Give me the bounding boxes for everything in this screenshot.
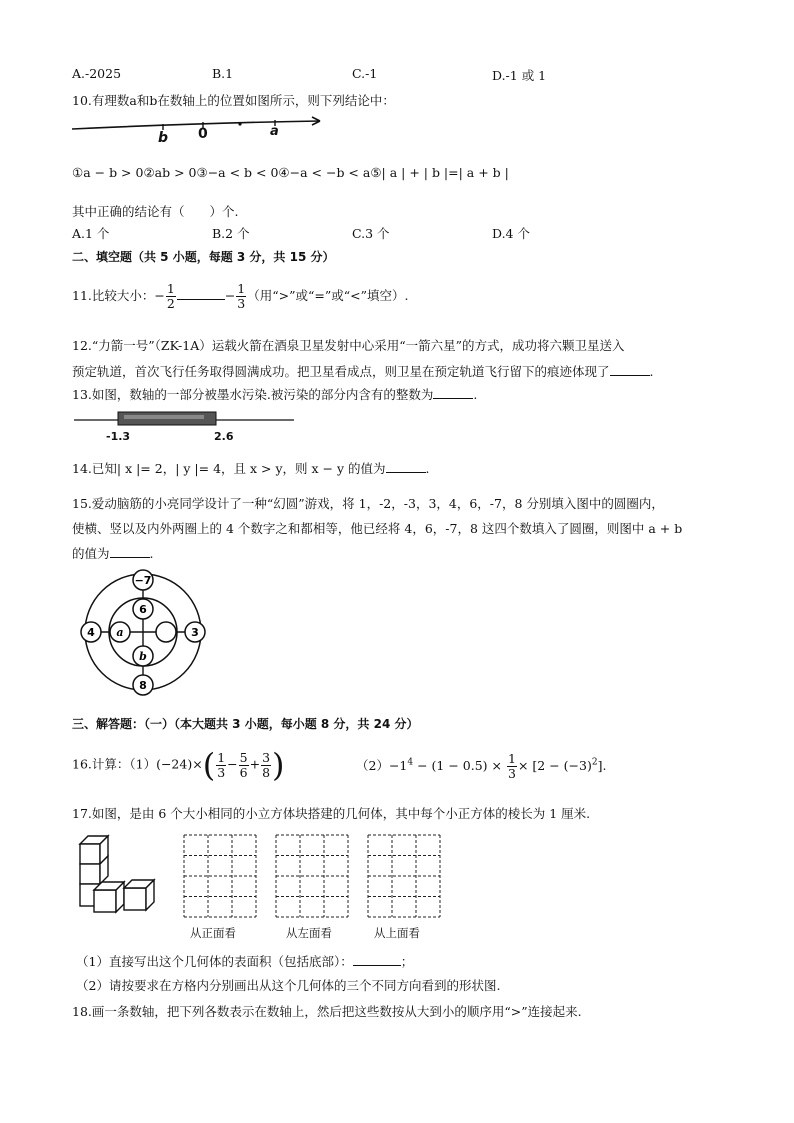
q16-part2: $(2)-1^4 - (1 - 0.5)$ × $\frac{1}{3}$ × $[2 - (-3)^2]$. bbox=[356, 751, 607, 781]
q15-line2: 使横、竖以及内外两圈上的 4 个数字之和都相等，他已经将 4，6，-7，8 这四个数填入了圆圈，则图中 a + b bbox=[72, 521, 683, 536]
q15-circle-right-outer: 3 bbox=[191, 626, 199, 639]
q9-option-a: A.-2025 bbox=[72, 66, 122, 81]
q10-option-a: A.1 个 bbox=[72, 226, 110, 241]
q17-cube-figure bbox=[74, 832, 164, 922]
q11-frac2: $\frac{1}{3}$ bbox=[237, 281, 246, 311]
q9-option-c: C.-1 bbox=[352, 66, 378, 81]
q13-left-label: -1.3 bbox=[106, 430, 131, 443]
q10-option-d: D.4 个 bbox=[492, 226, 530, 241]
q17-answer-blank[interactable] bbox=[353, 965, 401, 966]
q17-caption-top: 从上面看 bbox=[374, 926, 420, 940]
q12-answer-blank[interactable] bbox=[610, 375, 650, 376]
q12-line2: 预定轨道，首次飞行任务取得圆满成功。把卫星看成点，则卫星在预定轨道飞行留下的痕迹体现了 . bbox=[72, 364, 654, 379]
q17-sub1: （1）直接写出这个几何体的表面积（包括底部）： ； bbox=[76, 954, 414, 969]
q16-part1: 16.计算：（1）(−24)×( $\frac{1}{3}$ − $\frac{5}{6}$ + $\frac{3}{8}$ ) bbox=[72, 746, 285, 784]
q14-answer-blank[interactable] bbox=[386, 472, 426, 473]
q15-circle-left-inner: a bbox=[116, 626, 124, 639]
q17-caption-left: 从左面看 bbox=[286, 926, 332, 940]
q15-line3: 的值为 . bbox=[72, 546, 154, 561]
q17-grid-front[interactable] bbox=[183, 834, 257, 918]
q17-grid-left[interactable] bbox=[275, 834, 349, 918]
q15-circle-lower: b bbox=[139, 650, 147, 663]
q10-ask: 其中正确的结论有（ ）个. bbox=[72, 204, 239, 219]
q15-answer-blank[interactable] bbox=[110, 557, 150, 558]
q10-axis-label-b: b bbox=[158, 130, 169, 146]
q10-option-c: C.3 个 bbox=[352, 226, 390, 241]
q9-option-d: D.-1 或 1 bbox=[492, 68, 547, 83]
q16-frac-a: $\frac{1}{3}$ bbox=[217, 749, 226, 780]
q15-line1: 15.爱动脑筋的小亮同学设计了一种“幻圆”游戏，将 1，-2，-3，3，4，6，-7，8 分别填入图中的圆圈内， bbox=[72, 496, 664, 511]
q15-circle-upper: 6 bbox=[139, 603, 147, 616]
q11-prefix: 11.比较大小：− bbox=[72, 287, 165, 303]
q16-frac-c: $\frac{3}{8}$ bbox=[262, 749, 271, 780]
section3-title: 三、解答题：（一）（本大题共 3 小题，每小题 8 分，共 24 分） bbox=[72, 717, 419, 731]
q16-frac-b: $\frac{5}{6}$ bbox=[239, 749, 248, 780]
q18-stem: 18.画一条数轴，把下列各数表示在数轴上，然后把这些数按从大到小的顺序用“>”连接起来. bbox=[72, 1004, 582, 1019]
q13-stem: 13.如图，数轴的一部分被墨水污染.被污染的部分内含有的整数为 . bbox=[72, 387, 478, 402]
q11-answer-blank[interactable] bbox=[177, 299, 225, 300]
q11-suffix: （用“>”或“=”或“<”填空）. bbox=[247, 287, 409, 303]
q11-minus: − bbox=[224, 287, 236, 303]
q11-line bbox=[72, 282, 409, 311]
q17-grid-top[interactable] bbox=[367, 834, 441, 918]
q10-axis-label-a: a bbox=[270, 124, 279, 139]
section2-title: 二、填空题（共 5 小题，每题 3 分，共 15 分） bbox=[72, 250, 335, 264]
q15-circle-top: −7 bbox=[134, 574, 152, 587]
q17-sub2: （2）请按要求在方格内分别画出从这个几何体的三个不同方向看到的形状图. bbox=[76, 978, 501, 993]
q10-stem: 10.有理数a和b在数轴上的位置如图所示，则下列结论中： bbox=[72, 93, 395, 108]
q13-number-line bbox=[74, 410, 296, 428]
q10-axis-label-zero: 0 bbox=[198, 126, 208, 142]
q16-part2-frac: $\frac{1}{3}$ bbox=[507, 751, 516, 781]
q9-option-b: B.1 bbox=[212, 66, 234, 81]
q15-circle-bottom: 8 bbox=[139, 679, 147, 692]
q15-magic-circle-diagram bbox=[74, 568, 214, 698]
q10-conclusions: ①a − b > 0②ab > 0③−a < b < 0④−a < −b < a⑤| a | + | b |=| a + b | bbox=[72, 165, 509, 180]
q15-circle-left-outer: 4 bbox=[87, 626, 95, 639]
q13-right-label: 2.6 bbox=[214, 430, 234, 443]
q13-answer-blank[interactable] bbox=[433, 398, 473, 399]
q17-caption-front: 从正面看 bbox=[190, 926, 236, 940]
q17-stem: 17.如图，是由 6 个大小相同的小立方体块搭建的几何体，其中每个小正方体的棱长为 1 厘米. bbox=[72, 806, 591, 821]
q12-line1: 12.“力箭一号”（ZK-1A）运载火箭在酒泉卫星发射中心采用“一箭六星”的方式，成功将六颗卫星送入 bbox=[72, 338, 625, 353]
q14-stem: 14.已知| x |= 2，| y |= 4，且 x > y，则 x − y 的值为 . bbox=[72, 461, 430, 476]
q10-option-b: B.2 个 bbox=[212, 226, 250, 241]
q11-frac1: $\frac{1}{2}$ bbox=[166, 281, 175, 311]
